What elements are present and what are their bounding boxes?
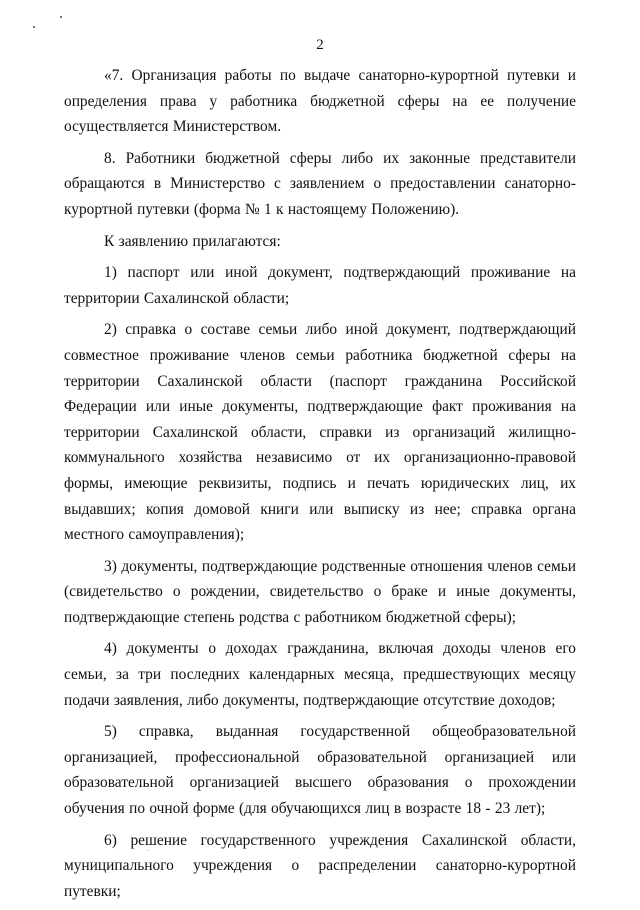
list-item-2: 2) справка о составе семьи либо иной документ, подтверждающий совместное проживание членов семьи работника бюджетной сферы на территории Сахалинской области (паспорт гражданина Российской Федерации или иные документы, подтверждающие факт проживания на территории Сахалинской области, справки из организаций жилищно-коммунального хозяйства независимо от их организационно-правовой формы, имеющие реквизиты, подпись и печать юридических лиц, их выдавших; копия домовой книги или выписку из нее; справка органа местного самоуправления); [64, 321, 576, 544]
paragraph-attachments-intro: К заявлению прилагаются: [104, 232, 281, 250]
scan-speck [60, 16, 62, 18]
paragraph-item-7: «7. Организация работы по выдаче санаторно-курортной путевки и определения права у работника бюджетной сферы на ее получение осуществляется Министерством. [64, 67, 576, 136]
scan-speck [33, 26, 35, 28]
page-number: 2 [316, 37, 324, 53]
document-body [64, 63, 576, 910]
paragraph-item-8: 8. Работники бюджетной сферы либо их законные представители обращаются в Министерство с заявлением о предоставлении санаторно-курортной путевки (форма № 1 к настоящему Положению). [64, 149, 576, 218]
list-item-6: 6) решение государственного учреждения Сахалинской области, муниципального учреждения о распределении санаторно-курортной путевки; [64, 831, 576, 900]
list-item-5: 5) справка, выданная государственной общеобразовательной организацией, профессиональной образовательной организацией или образовательной организацией высшего образования о прохождении обучения по очной форме (для обучающихся лиц в возрасте 18 - 23 лет); [64, 723, 576, 818]
list-item-4: 4) документы о доходах гражданина, включая доходы членов его семьи, за три последних календарных месяца, предшествующих месяцу подачи заявления, либо документы, подтверждающие отсутствие доходов; [64, 640, 576, 709]
list-item-1: 1) паспорт или иной документ, подтверждающий проживание на территории Сахалинской области; [64, 264, 576, 307]
list-item-3: 3) документы, подтверждающие родственные отношения членов семьи (свидетельство о рождении, свидетельство о браке и иные документы, подтверждающие степень родства с работником бюджетной сферы); [64, 557, 576, 626]
